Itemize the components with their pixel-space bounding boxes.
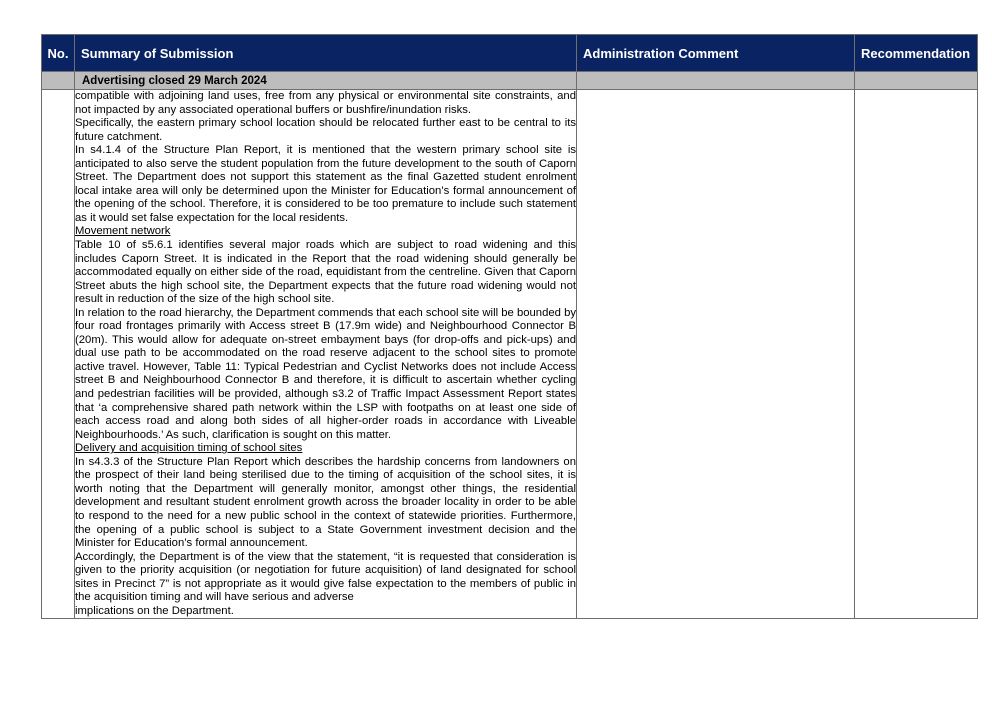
- section-rec-cell: [855, 72, 978, 90]
- summary-paragraph: Accordingly, the Department is of the view that the statement, “it is requested that consideration is given to the priority acquisition (or negotiation for future acquisition) of land designated for school sites in Precinct 7” is not appropriate as it would give false expectation to the members of public in the acquisition timing and will have serious and adverse: [75, 550, 576, 604]
- summary-paragraph: In s4.3.3 of the Structure Plan Report which describes the hardship concerns from landowners on the prospect of their land being sterilised due to the timing of acquisition of the school sites, it is worth noting that the Department will generally monitor, amongst other things, the residential development and resultant student enrolment growth across the broader locality in order to be able to respond to the need for a new public school in the context of statewide priorities. Furthermore, the opening of a public school is subject to a State Government investment decision and the Minister for Education’s formal announcement.: [75, 455, 576, 550]
- summary-paragraph: Table 10 of s5.6.1 identifies several major roads which are subject to road widening and this includes Caporn Street. It is indicated in the Report that the road widening should generally be accommodated equally on either side of the road, equidistant from the centreline. Given that Caporn Street abuts the high school site, the Department expects that the future road widening would not result in reduction of the size of the high school site.: [75, 239, 576, 306]
- admin-comment-cell: [577, 90, 855, 619]
- row-no: [42, 90, 75, 619]
- recommendation-cell: [855, 90, 978, 619]
- summary-paragraph: In relation to the road hierarchy, the Department commends that each school site will be bounded by four road frontages primarily with Access street B (17.9m wide) and Neighbourhood Connector B (20m). This would allow for adequate on-street embayment bays (for drop-offs and pick-ups) and dual use path to be accommodated on the road reserve adjacent to the school sites to promote active travel. However, Table 11: Typical Pedestrian and Cyclist Networks does not include Access street B and Neighbourhood Connector B and therefore, it is difficult to ascertain whether cycling and pedestrian facilities will be provided, although s3.2 of Traffic Impact Assessment Report states that ‘a comprehensive shared path network within the LSP with footpaths on at least one side of each access road and along both sides of all higher-order roads in accordance with Liveable Neighbourhoods.’ As such, clarification is sought on this matter.: [75, 306, 576, 441]
- summary-paragraph: implications on the Department.: [75, 604, 234, 617]
- summary-paragraph: Specifically, the eastern primary school location should be relocated further east to be central to its future catchment.: [75, 117, 576, 143]
- table-header-row: [42, 35, 978, 72]
- submissions-table: [41, 34, 978, 619]
- header-summary: Summary of Submission: [75, 35, 577, 72]
- section-label: Advertising closed 29 March 2024: [75, 72, 577, 90]
- summary-paragraph: compatible with adjoining land uses, free from any physical or environmental site constraints, and not impacted by any associated operational buffers or bushfire/inundation risks.: [75, 90, 576, 116]
- header-admin-comment: Administration Comment: [577, 35, 855, 72]
- section-row: [42, 72, 978, 90]
- subheading-movement-network: Movement network: [75, 225, 171, 238]
- section-no-cell: [42, 72, 75, 90]
- summary-paragraph: In s4.1.4 of the Structure Plan Report, it is mentioned that the western primary school site is anticipated to also serve the student population from the future development to the south of Caporn Street. The Department does not support this statement as the final Gazetted student enrolment local intake area will only be determined upon the Minister for Education’s formal announcement of the opening of the school. Therefore, it is considered to be too premature to include such statement as it would set false expectation for the local residents.: [75, 144, 576, 224]
- section-admin-cell: [577, 72, 855, 90]
- summary-cell: [75, 90, 577, 619]
- header-recommendation: Recommendation: [855, 35, 978, 72]
- table-row: [42, 90, 978, 619]
- subheading-delivery-acquisition: Delivery and acquisition timing of school sites: [75, 442, 303, 455]
- header-no: No.: [42, 35, 75, 72]
